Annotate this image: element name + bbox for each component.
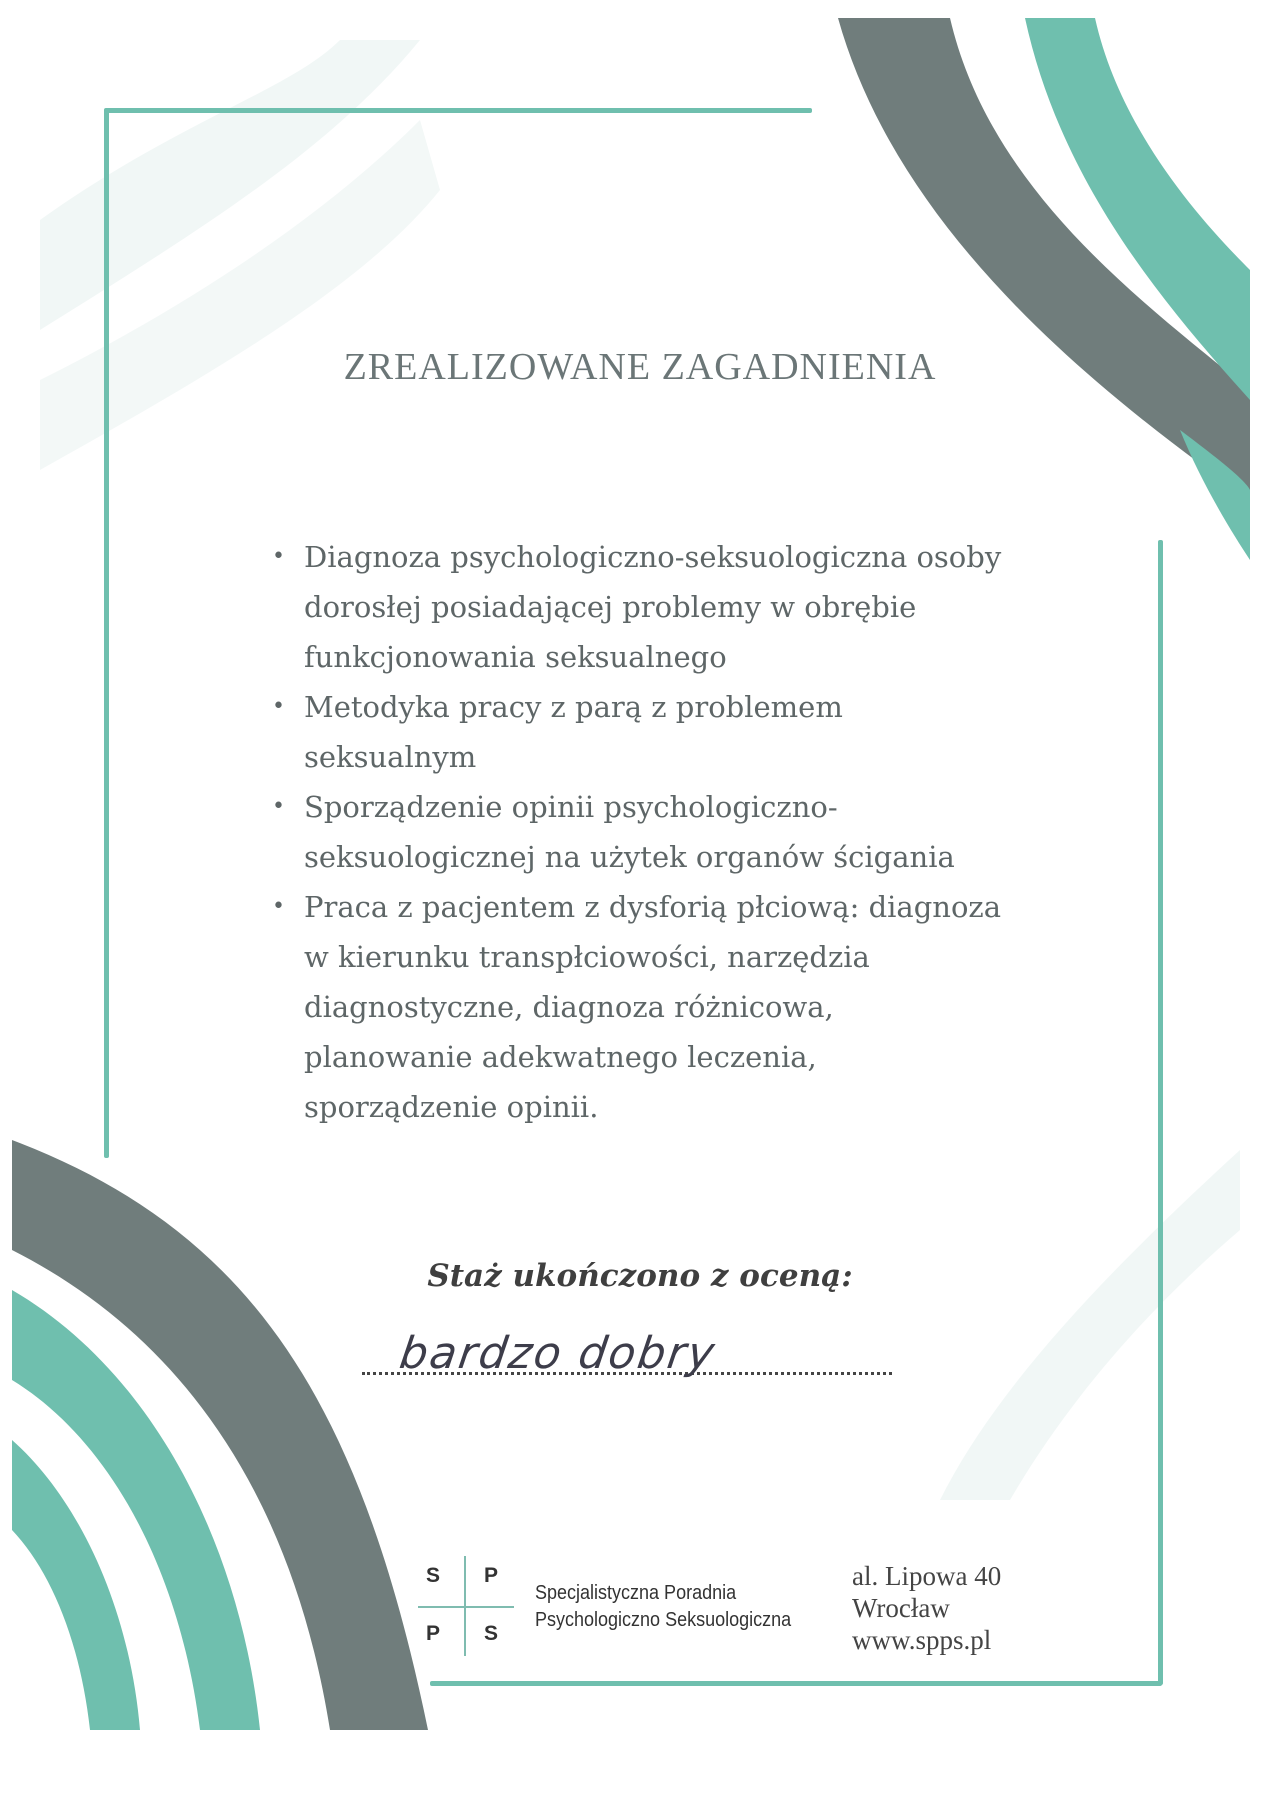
frame-bottom-line xyxy=(430,1681,1162,1686)
address-website: www.spps.pl xyxy=(852,1625,992,1655)
organization-name-line: Psychologiczno Seksuologiczna xyxy=(535,1609,792,1631)
address-block xyxy=(852,1560,1001,1656)
bullet-icon: • xyxy=(272,544,285,569)
topic-line: dorosłej posiadającej problemy w obrębie xyxy=(304,590,917,624)
spps-logo xyxy=(412,1552,520,1662)
topics-list xyxy=(272,532,1072,1132)
list-item xyxy=(272,882,1072,1132)
frame-left-line xyxy=(104,108,109,1158)
grade-label: Staż ukończono z oceną: xyxy=(427,1258,853,1294)
logo-letter: P xyxy=(484,1564,499,1587)
list-item xyxy=(272,682,1072,782)
topic-line: seksuologicznej na użytek organów ścigania xyxy=(304,840,955,874)
address-city: Wrocław xyxy=(852,1593,950,1623)
bullet-icon: • xyxy=(272,894,285,919)
page-title: ZREALIZOWANE ZAGADNIENIA xyxy=(343,346,937,388)
topic-line: diagnostyczne, diagnoza różnicowa, xyxy=(304,990,834,1024)
bullet-icon: • xyxy=(272,794,285,819)
faint-wave-bottom-right xyxy=(940,1150,1240,1500)
frame-right-line xyxy=(1158,540,1163,1685)
bullet-icon: • xyxy=(272,694,285,719)
topic-line: funkcjonowania seksualnego xyxy=(304,640,727,674)
topic-line: seksualnym xyxy=(304,740,477,774)
topic-line: w kierunku transpłciowości, narzędzia xyxy=(304,940,870,974)
logo-letter: S xyxy=(484,1622,499,1645)
list-item xyxy=(272,532,1072,682)
topic-line: planowanie adekwatnego leczenia, xyxy=(304,1040,817,1074)
topic-line: Praca z pacjentem z dysforią płciową: diagnoza xyxy=(304,890,1001,924)
organization-name-line: Specjalistyczna Poradnia xyxy=(535,1582,737,1604)
logo-divider-horizontal xyxy=(418,1606,514,1608)
logo-letter: P xyxy=(426,1622,441,1645)
frame-top-line xyxy=(106,108,812,113)
topic-line: Metodyka pracy z parą z problemem xyxy=(304,690,843,724)
grade-handwritten-value: bardzo dobry xyxy=(396,1328,720,1379)
address-street: al. Lipowa 40 xyxy=(852,1561,1002,1591)
list-item xyxy=(272,782,1072,882)
topic-line: Sporządzenie opinii psychologiczno- xyxy=(304,790,838,824)
topic-line: Diagnoza psychologiczno-seksuologiczna osoby xyxy=(304,540,1002,574)
organization-name xyxy=(535,1580,791,1634)
logo-letter: S xyxy=(426,1564,441,1587)
topic-line: sporządzenie opinii. xyxy=(304,1090,599,1124)
